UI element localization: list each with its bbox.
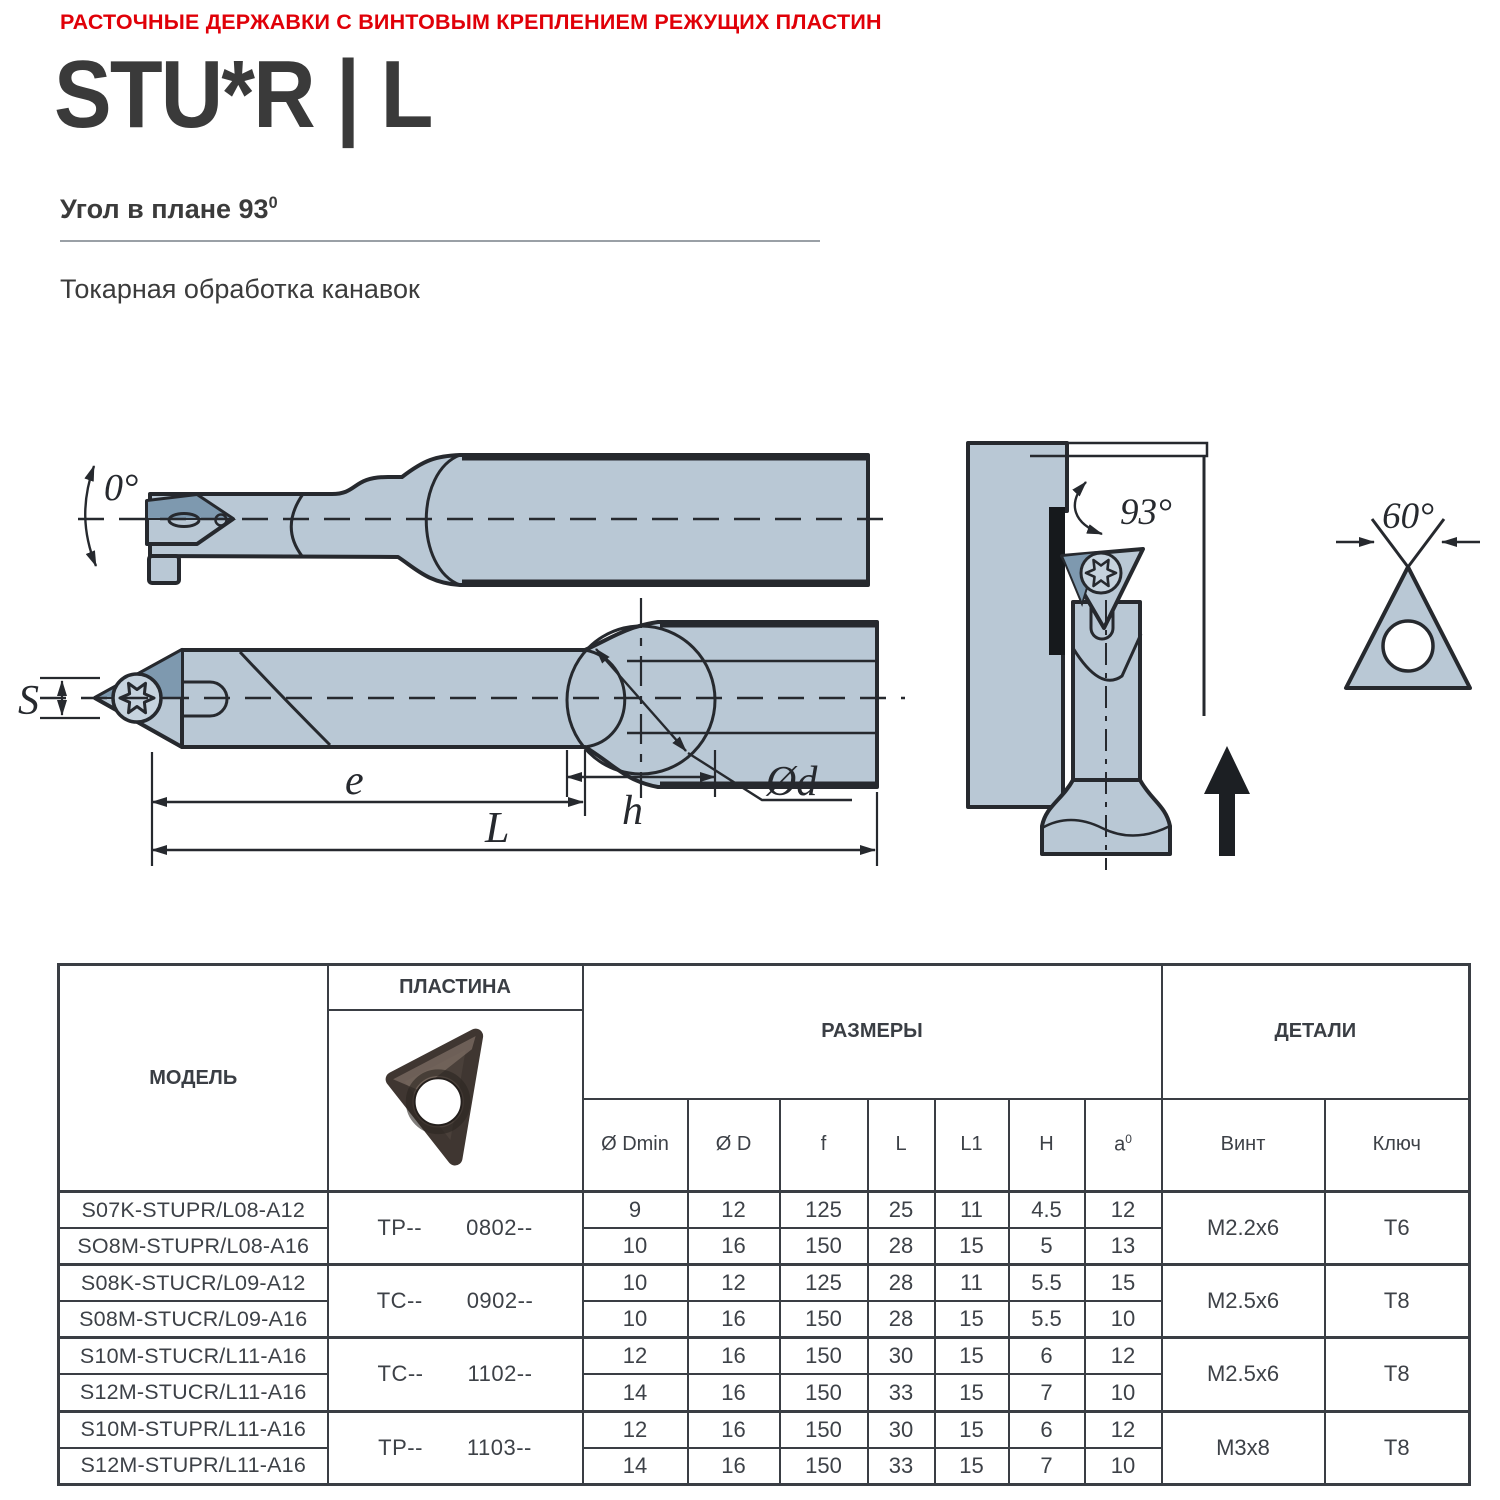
screw-cell: M2.2x6 — [1162, 1192, 1325, 1265]
dim-cell: 10 — [583, 1265, 688, 1302]
insert-holder-tab — [149, 556, 179, 583]
dim-cell: 12 — [688, 1192, 780, 1229]
dim-cell: 28 — [868, 1228, 935, 1265]
alpha-sup: 0 — [1125, 1132, 1132, 1147]
insert-photo-hole — [415, 1078, 462, 1125]
screw-cell: M3x8 — [1162, 1411, 1325, 1484]
insert-photo-cell — [328, 1010, 583, 1192]
dim-l-label: L — [485, 803, 510, 852]
dim-cell: 16 — [688, 1448, 780, 1485]
dim-cell: 10 — [1085, 1448, 1162, 1485]
dim-cell: 125 — [780, 1192, 868, 1229]
model-cell: S10M-STUCR/L11-A16 — [59, 1338, 328, 1375]
dim-cell: 150 — [780, 1228, 868, 1265]
dim-cell: 11 — [935, 1192, 1009, 1229]
category-title: РАСТОЧНЫЕ ДЕРЖАВКИ С ВИНТОВЫМ КРЕПЛЕНИЕМ РЕЖУЩИХ ПЛАСТИН — [60, 10, 882, 34]
col-header-model: МОДЕЛЬ — [59, 965, 328, 1192]
dim-cell: 150 — [780, 1448, 868, 1485]
key-cell: T8 — [1325, 1411, 1470, 1484]
col-header-dimensions: РАЗМЕРЫ — [583, 965, 1162, 1099]
dim-cell: 25 — [868, 1192, 935, 1229]
dim-cell: 150 — [780, 1411, 868, 1448]
dim-cell: 7 — [1009, 1448, 1085, 1485]
plan-angle-subtitle — [60, 194, 278, 225]
insert-photo — [380, 1023, 530, 1173]
spec-table — [57, 963, 1471, 1486]
dim-cell: 12 — [688, 1265, 780, 1302]
insert-code-size: 1103-- — [466, 1434, 532, 1460]
plan-angle-label: 93° — [1120, 492, 1172, 533]
dim-cell: 28 — [868, 1265, 935, 1302]
dim-cell: 12 — [1085, 1411, 1162, 1448]
table-row — [59, 1338, 1470, 1375]
col-header-screw: Винт — [1162, 1099, 1325, 1192]
col-header-alpha — [1085, 1099, 1162, 1192]
col-header-insert: ПЛАСТИНА — [328, 965, 583, 1010]
page-title: STU*R | L — [54, 41, 432, 148]
screw-cell: M2.5x6 — [1162, 1265, 1325, 1338]
dim-cell: 4.5 — [1009, 1192, 1085, 1229]
dim-cell: 15 — [935, 1338, 1009, 1375]
model-cell: S07K-STUPR/L08-A12 — [59, 1192, 328, 1229]
col-header-h: H — [1009, 1099, 1085, 1192]
insert-code-size: 0802-- — [466, 1215, 533, 1241]
dim-cell: 30 — [868, 1338, 935, 1375]
table-row — [59, 1411, 1470, 1448]
dim-cell: 150 — [780, 1374, 868, 1411]
technical-drawings — [0, 420, 1500, 890]
dim-cell: 33 — [868, 1448, 935, 1485]
feed-arrow-icon — [1204, 746, 1250, 856]
dim-cell: 5.5 — [1009, 1301, 1085, 1338]
dim-cell: 15 — [935, 1301, 1009, 1338]
dim-cell: 11 — [935, 1265, 1009, 1302]
dim-cell: 14 — [583, 1448, 688, 1485]
model-cell: S08M-STUCR/L09-A16 — [59, 1301, 328, 1338]
col-header-details: ДЕТАЛИ — [1162, 965, 1470, 1099]
insert-code-cell — [328, 1338, 583, 1411]
dim-cell: 16 — [688, 1301, 780, 1338]
dim-cell: 16 — [688, 1228, 780, 1265]
key-cell: T8 — [1325, 1338, 1470, 1411]
dim-cell: 125 — [780, 1265, 868, 1302]
dim-s-label: S — [18, 678, 39, 724]
col-header-l1: L1 — [935, 1099, 1009, 1192]
dim-cell: 12 — [583, 1338, 688, 1375]
insert-code-cell — [328, 1265, 583, 1338]
model-cell: S12M-STUCR/L11-A16 — [59, 1374, 328, 1411]
dim-cell: 15 — [935, 1411, 1009, 1448]
dim-cell: 28 — [868, 1301, 935, 1338]
key-cell: T6 — [1325, 1192, 1470, 1265]
table-row — [59, 1265, 1470, 1302]
drawing-insert-60 — [1336, 496, 1480, 688]
dim-cell: 9 — [583, 1192, 688, 1229]
dim-cell: 30 — [868, 1411, 935, 1448]
dim-cell: 5.5 — [1009, 1265, 1085, 1302]
model-cell: S12M-STUPR/L11-A16 — [59, 1448, 328, 1485]
drawing-top-view — [18, 598, 905, 866]
col-header-key: Ключ — [1325, 1099, 1470, 1192]
alpha-base: a — [1114, 1134, 1126, 1157]
dim-cell: 13 — [1085, 1228, 1162, 1265]
model-cell: S08K-STUCR/L09-A12 — [59, 1265, 328, 1302]
dim-e-label: e — [345, 758, 364, 804]
application-note: Токарная обработка канавок — [60, 274, 420, 304]
dim-cell: 12 — [583, 1411, 688, 1448]
dim-cell: 6 — [1009, 1411, 1085, 1448]
dim-cell: 10 — [583, 1228, 688, 1265]
screw-cell: M2.5x6 — [1162, 1338, 1325, 1411]
insert-code-prefix: TC-- — [376, 1288, 423, 1314]
col-header-d: Ø D — [688, 1099, 780, 1192]
divider-line — [60, 240, 820, 242]
insert-code-cell — [328, 1192, 583, 1265]
dim-cell: 15 — [935, 1448, 1009, 1485]
dim-cell: 12 — [1085, 1338, 1162, 1375]
dim-cell: 14 — [583, 1374, 688, 1411]
dim-cell: 15 — [935, 1228, 1009, 1265]
dim-cell: 7 — [1009, 1374, 1085, 1411]
dim-cell: 33 — [868, 1374, 935, 1411]
insert-angle-label: 60° — [1382, 496, 1434, 537]
dim-h-label: h — [622, 788, 643, 834]
slot-edge — [1049, 507, 1065, 655]
dim-cell: 150 — [780, 1301, 868, 1338]
model-cell: S10M-STUPR/L11-A16 — [59, 1411, 328, 1448]
dim-cell: 5 — [1009, 1228, 1085, 1265]
col-header-dmin: Ø Dmin — [583, 1099, 688, 1192]
dim-cell: 15 — [1085, 1265, 1162, 1302]
drawing-side-view — [78, 455, 885, 585]
insert-code-prefix: TP-- — [378, 1434, 423, 1460]
dim-cell: 15 — [935, 1374, 1009, 1411]
dim-cell: 10 — [1085, 1374, 1162, 1411]
insert-code-cell — [328, 1411, 583, 1484]
col-header-l: L — [868, 1099, 935, 1192]
dim-cell: 6 — [1009, 1338, 1085, 1375]
drawing-workpiece-view — [968, 443, 1250, 870]
insert-hole — [1383, 621, 1433, 671]
plan-angle-sup: 0 — [268, 194, 278, 212]
insert-code-size: 1102-- — [467, 1361, 533, 1387]
dim-cell: 12 — [1085, 1192, 1162, 1229]
dim-cell: 16 — [688, 1374, 780, 1411]
insert-code-size: 0902-- — [466, 1288, 534, 1314]
dim-cell: 150 — [780, 1338, 868, 1375]
dim-cell: 10 — [1085, 1301, 1162, 1338]
dim-cell: 10 — [583, 1301, 688, 1338]
plan-angle-text: Угол в плане 93 — [60, 194, 269, 224]
dim-cell: 16 — [688, 1411, 780, 1448]
table-row — [59, 1192, 1470, 1229]
insert-code-prefix: TP-- — [377, 1215, 423, 1241]
insert-code-prefix: TC-- — [377, 1361, 424, 1387]
dim-od-label: Ød — [766, 759, 818, 805]
key-cell: T8 — [1325, 1265, 1470, 1338]
model-cell: SO8M-STUPR/L08-A16 — [59, 1228, 328, 1265]
rake-angle-label: 0° — [104, 467, 139, 509]
dim-cell: 16 — [688, 1338, 780, 1375]
col-header-f: f — [780, 1099, 868, 1192]
